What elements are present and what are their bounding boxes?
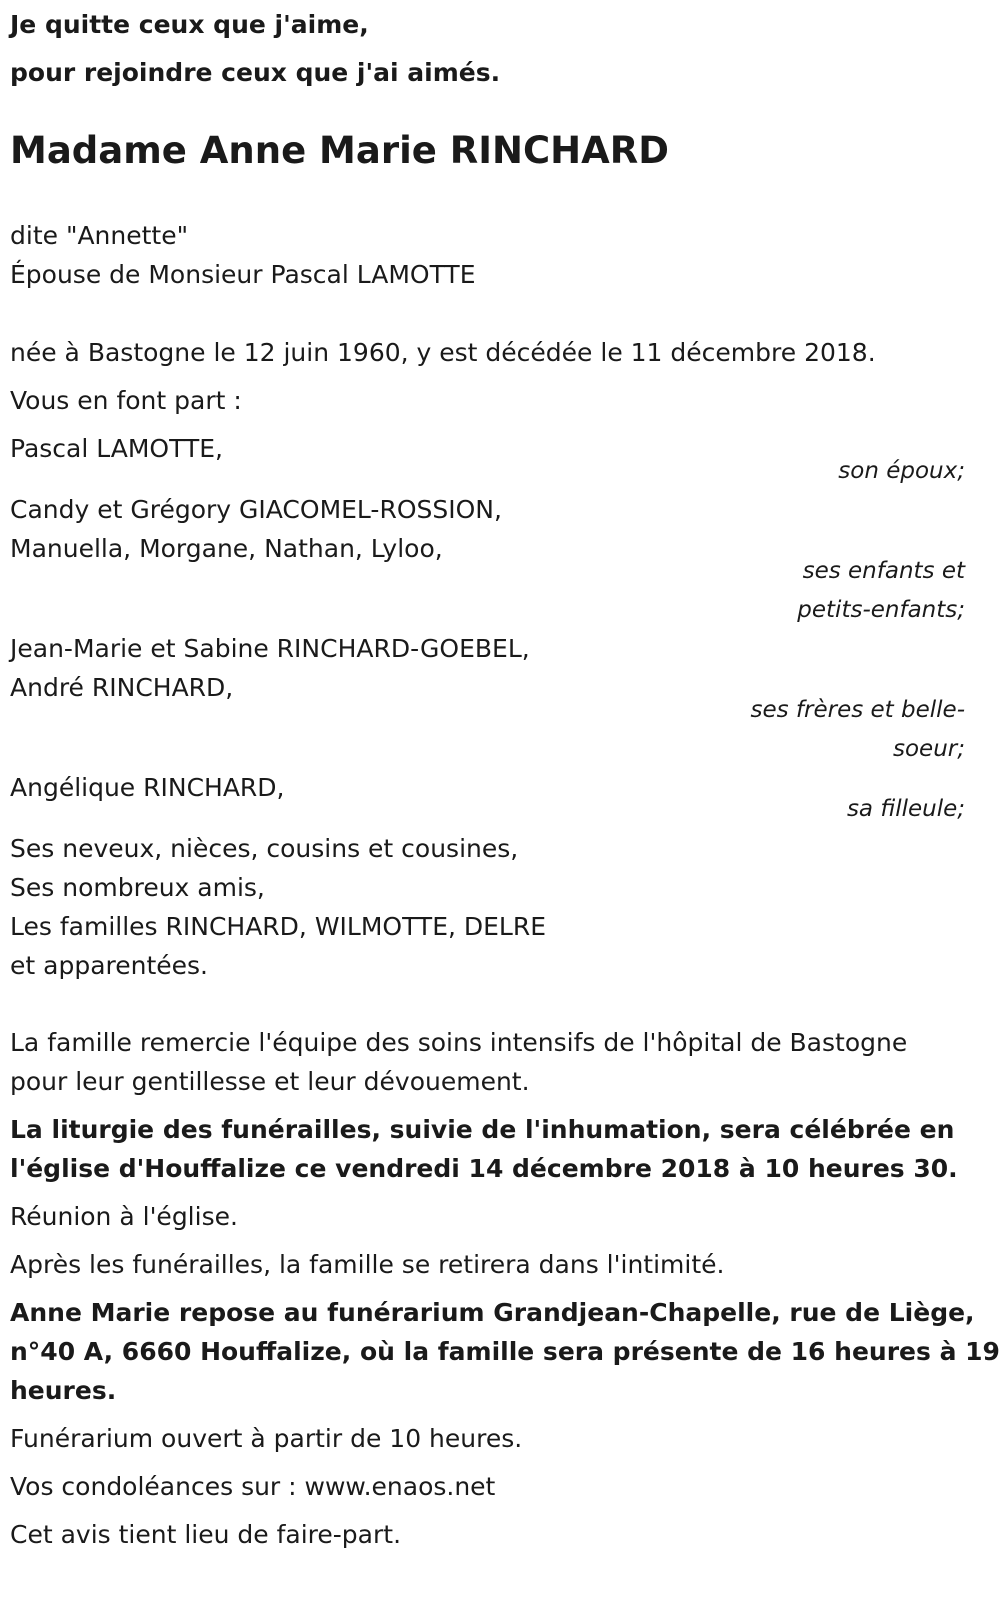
opening-hours: Funérarium ouvert à partir de 10 heures.	[10, 1424, 523, 1453]
family-siblings-role-2: soeur;	[893, 736, 965, 762]
family-others-2: Ses nombreux amis,	[10, 873, 265, 902]
family-spouse-name: Pascal LAMOTTE,	[10, 434, 223, 463]
repose-line-3: heures.	[10, 1376, 117, 1405]
liturgy-line-2: l'église d'Houffalize ce vendredi 14 décembre 2018 à 10 heures 30.	[10, 1154, 958, 1183]
family-children-role-2: petits-enfants;	[797, 597, 965, 623]
family-children-role-1: ses enfants et	[802, 558, 965, 584]
thanks-line-2: pour leur gentillesse et leur dévouement.	[10, 1067, 530, 1096]
family-others-3: Les familles RINCHARD, WILMOTTE, DELRE	[10, 912, 547, 941]
thanks-line-1: La famille remercie l'équipe des soins intensifs de l'hôpital de Bastogne	[10, 1028, 908, 1057]
deceased-name: Madame Anne Marie RINCHARD	[10, 129, 669, 172]
family-siblings-1: Jean-Marie et Sabine RINCHARD-GOEBEL,	[10, 634, 530, 663]
birth-death: née à Bastogne le 12 juin 1960, y est décédée le 11 décembre 2018.	[10, 338, 876, 367]
family-siblings-2: André RINCHARD,	[10, 673, 234, 702]
family-others-4: et apparentées.	[10, 951, 208, 980]
meeting-info: Réunion à l'église.	[10, 1202, 238, 1231]
after-funeral: Après les funérailles, la famille se retirera dans l'intimité.	[10, 1250, 725, 1279]
family-children-1: Candy et Grégory GIACOMEL-ROSSION,	[10, 495, 502, 524]
repose-line-1: Anne Marie repose au funérarium Grandjean-Chapelle, rue de Liège,	[10, 1298, 975, 1327]
spouse-line: Épouse de Monsieur Pascal LAMOTTE	[10, 260, 476, 289]
epigraph-line-1: Je quitte ceux que j'aime,	[10, 10, 369, 39]
family-others-1: Ses neveux, nièces, cousins et cousines,	[10, 834, 519, 863]
epigraph-line-2: pour rejoindre ceux que j'ai aimés.	[10, 58, 501, 87]
notice: Cet avis tient lieu de faire-part.	[10, 1520, 402, 1549]
repose-line-2: n°40 A, 6660 Houffalize, où la famille sera présente de 16 heures à 19	[10, 1337, 1000, 1366]
condolences: Vos condoléances sur : www.enaos.net	[10, 1472, 496, 1501]
nickname: dite "Annette"	[10, 221, 189, 250]
liturgy-line-1: La liturgie des funérailles, suivie de l'inhumation, sera célébrée en	[10, 1115, 955, 1144]
family-spouse-role: son époux;	[838, 458, 965, 484]
family-children-2: Manuella, Morgane, Nathan, Lyloo,	[10, 534, 443, 563]
announce: Vous en font part :	[10, 386, 242, 415]
family-goddaughter: Angélique RINCHARD,	[10, 773, 285, 802]
family-siblings-role-1: ses frères et belle-	[750, 697, 965, 723]
family-goddaughter-role: sa filleule;	[846, 796, 965, 822]
